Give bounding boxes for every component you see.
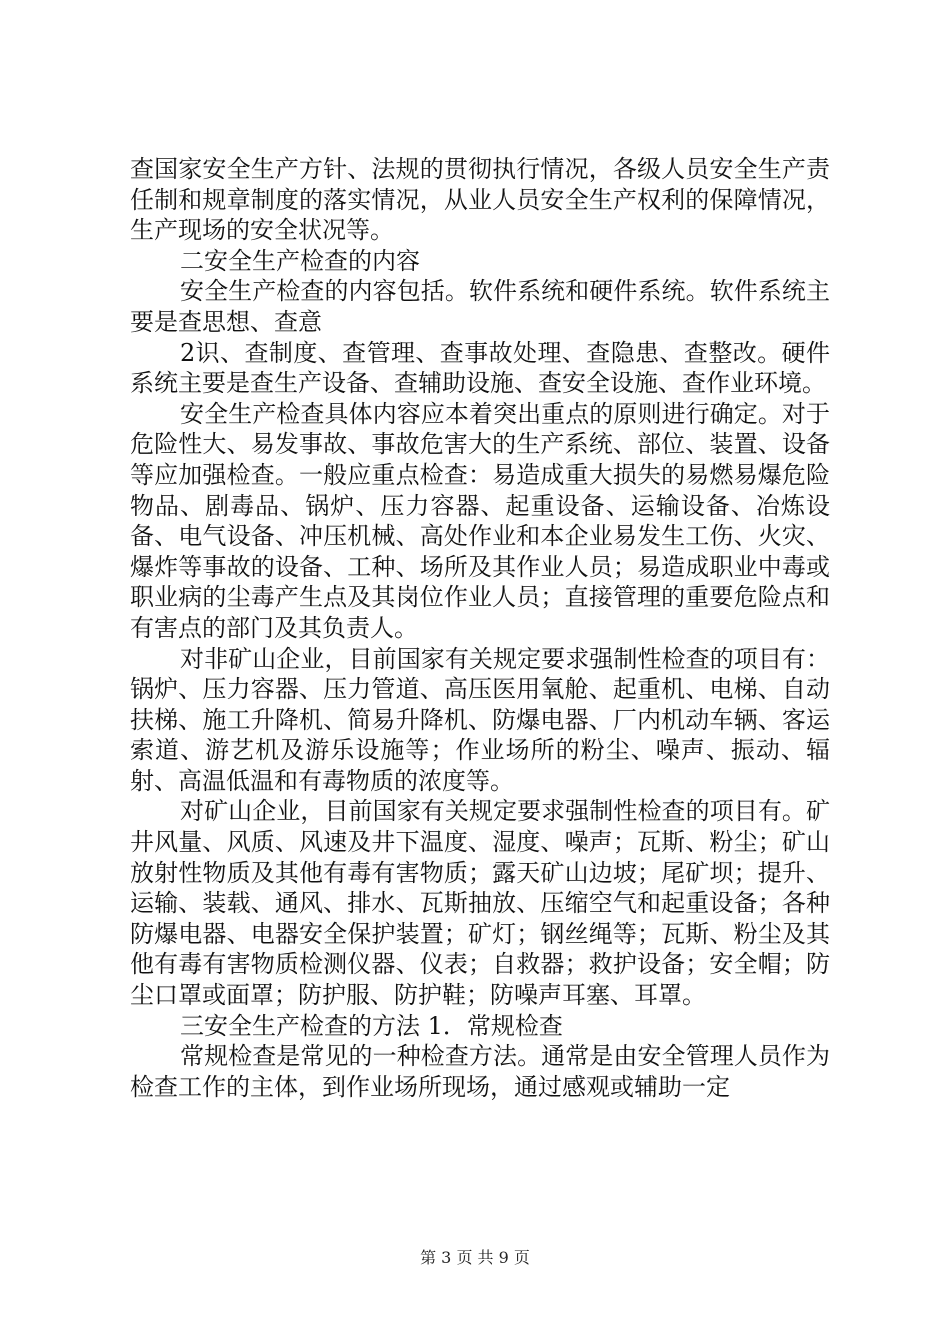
page-number-label: 第 3 页 共 9 页 (420, 1248, 530, 1267)
paragraph-4: 2识、查制度、查管理、查事故处理、查隐患、查整改。硬件系统主要是查生产设备、查辅助设施、查安全设施、查作业环境。 (130, 338, 830, 398)
paragraph-2-heading: 二安全生产检查的内容 (180, 246, 420, 275)
document-body (130, 154, 830, 1102)
paragraph-7: 对矿山企业，目前国家有关规定要求强制性检查的项目有。矿井风量、风质、风速及井下温度、湿度、噪声；瓦斯、粉尘；矿山放射性物质及其他有毒有害物质；露天矿山边坡；尾矿坝；提升、运输、装载、通风、排水、瓦斯抽放、压缩空气和起重设备；各种防爆电器、电器安全保护装置；矿灯；钢丝绳等；瓦斯、粉尘及其他有毒有害物质检测仪器、仪表；自救器；救护设备；安全帽；防尘口罩或面罩；防护服、防护鞋；防噪声耳塞、耳罩。 (130, 797, 830, 1010)
paragraph-5: 安全生产检查具体内容应本着突出重点的原则进行确定。对于危险性大、易发事故、事故危害大的生产系统、部位、装置、设备等应加强检查。一般应重点检查：易造成重大损失的易燃易爆危险物品、剧毒品、锅炉、压力容器、起重设备、运输设备、冶炼设备、电气设备、冲压机械、高处作业和本企业易发生工伤、火灾、爆炸等事故的设备、工种、场所及其作业人员；易造成职业中毒或职业病的尘毒产生点及其岗位作业人员；直接管理的重要危险点和有害点的部门及其负责人。 (130, 399, 830, 642)
page-footer (0, 1245, 950, 1268)
paragraph-8-heading: 三安全生产检查的方法 1．常规检查 (180, 1011, 563, 1040)
paragraph-6: 对非矿山企业，目前国家有关规定要求强制性检查的项目有：锅炉、压力容器、压力管道、高压医用氧舱、起重机、电梯、自动扶梯、施工升降机、简易升降机、防爆电器、厂内机动车辆、客运索道、游艺机及游乐设施等；作业场所的粉尘、噪声、振动、辐射、高温低温和有毒物质的浓度等。 (130, 644, 830, 795)
paragraph-1: 查国家安全生产方针、法规的贯彻执行情况，各级人员安全生产责任制和规章制度的落实情况，从业人员安全生产权利的保障情况，生产现场的安全状况等。 (130, 155, 830, 245)
paragraph-3: 安全生产检查的内容包括。软件系统和硬件系统。软件系统主要是查思想、查意 (130, 277, 830, 336)
paragraph-9: 常规检查是常见的一种检查方法。通常是由安全管理人员作为检查工作的主体，到作业场所现场，通过感观或辅助一定 (130, 1042, 830, 1101)
